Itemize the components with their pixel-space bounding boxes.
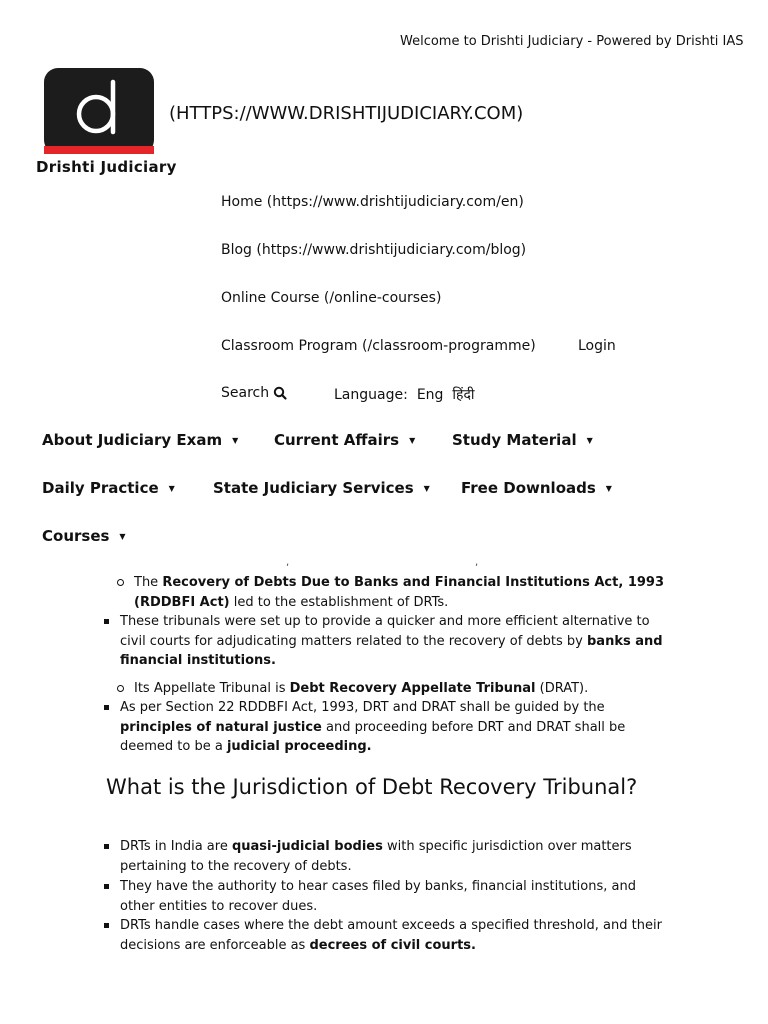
bullet-marker [104,844,109,849]
text-span: and proceeding before DRT and DRAT shall be deemed to be a [120,719,626,754]
caret-down-icon: ▼ [119,531,126,541]
text-span: The [134,575,163,590]
sub-bullet-marker [117,685,124,692]
menu-daily-practice[interactable] [42,479,175,497]
caret-down-icon: ▼ [423,483,430,493]
bullet-marker [104,619,109,624]
logo-accent-bar [44,146,154,154]
nav-home-link[interactable]: Home (https://www.drishtijudiciary.com/en) [221,194,524,210]
site-home-link[interactable]: (HTTPS://WWW.DRISHTIJUDICIARY.COM) [169,103,524,124]
text-span: As per Section 22 RDDBFI Act, 1993, DRT and DRAT shall be guided by the [120,700,605,715]
bullet-marker [104,923,109,928]
list-item [120,698,664,757]
logo-wordmark: Drishti Judiciary [36,158,177,176]
drishti-logo[interactable] [44,68,154,154]
text-span: These tribunals were set up to provide a quicker and more efficient alternative to civil courts for adjudicating matters related to the recovery of debts by [120,614,650,649]
search-icon [273,386,287,400]
sub-bullet-marker [117,579,124,586]
list-item [134,573,664,612]
bold-text: Debt Recovery Appellate Tribunal [289,681,536,696]
menu-current-affairs[interactable] [274,431,415,449]
text-span: Its Appellate Tribunal is [134,681,290,696]
menu-courses[interactable] [42,527,126,545]
caret-down-icon: ▼ [586,435,593,445]
text-span: DRTs in India are [120,839,232,854]
section-heading: What is the Jurisdiction of Debt Recovery Tribunal? [106,775,638,799]
login-link[interactable]: Login [578,338,616,354]
bullet-marker [104,705,109,710]
bold-text: principles of natural justice [120,719,322,735]
caret-down-icon: ▼ [409,435,416,445]
nav-online-course-link[interactable]: Online Course (/online-courses) [221,290,442,306]
menu-free-downloads[interactable] [461,479,612,497]
menu-current-affairs-label: Current Affairs [274,431,400,449]
lang-eng-option[interactable]: Eng [416,386,444,403]
search-button[interactable] [221,385,287,401]
language-label: Language: [334,386,408,403]
text-span: DRTs handle cases where the debt amount exceeds a specified threshold, and their decisions are enforceable as [120,918,662,953]
list-item: They have the authority to hear cases filed by banks, financial institutions, and other entities to recover dues. [120,879,636,914]
menu-about-label: About Judiciary Exam [42,431,223,449]
list-item [134,679,664,699]
search-label: Search [221,385,270,401]
bold-text: quasi-judicial bodies [231,839,383,854]
text-span: (DRAT). [535,681,589,696]
menu-about-judiciary[interactable] [42,431,238,449]
list-item [120,916,664,955]
bold-text: decrees of civil courts. [309,937,476,953]
menu-free-downloads-label: Free Downloads [461,479,596,497]
bold-text: banks and financial institutions. [120,633,663,668]
lang-hindi-option[interactable]: हिंदी [452,387,475,403]
caret-down-icon: ▼ [168,483,175,493]
list-item [120,837,664,876]
menu-state-judiciary-label: State Judiciary Services [213,479,414,497]
bullet-marker [104,884,109,889]
clipped-text-fragment: , [475,557,479,568]
nav-blog-link[interactable]: Blog (https://www.drishtijudiciary.com/blog) [221,242,527,258]
menu-study-material[interactable] [452,431,593,449]
welcome-banner: Welcome to Drishti Judiciary - Powered by Drishti IAS [400,34,744,49]
clipped-text-fragment: , [286,557,290,568]
menu-daily-practice-label: Daily Practice [42,479,159,497]
menu-study-material-label: Study Material [452,431,577,449]
caret-down-icon: ▼ [232,435,239,445]
bold-text: judicial proceeding. [226,739,372,754]
caret-down-icon: ▼ [605,483,612,493]
nav-classroom-link[interactable]: Classroom Program (/classroom-programme) [221,338,536,354]
bold-text: Recovery of Debts Due to Banks and Financial Institutions Act, 1993 (RDDBFI Act) [134,575,664,610]
logo-d-icon [44,68,154,154]
list-item [120,612,664,671]
text-span: with specific jurisdiction over matters pertaining to the recovery of debts. [120,839,632,874]
text-span: led to the establishment of DRTs. [229,594,449,610]
language-switcher [334,385,475,404]
menu-courses-label: Courses [42,527,110,545]
menu-state-judiciary[interactable] [213,479,430,497]
